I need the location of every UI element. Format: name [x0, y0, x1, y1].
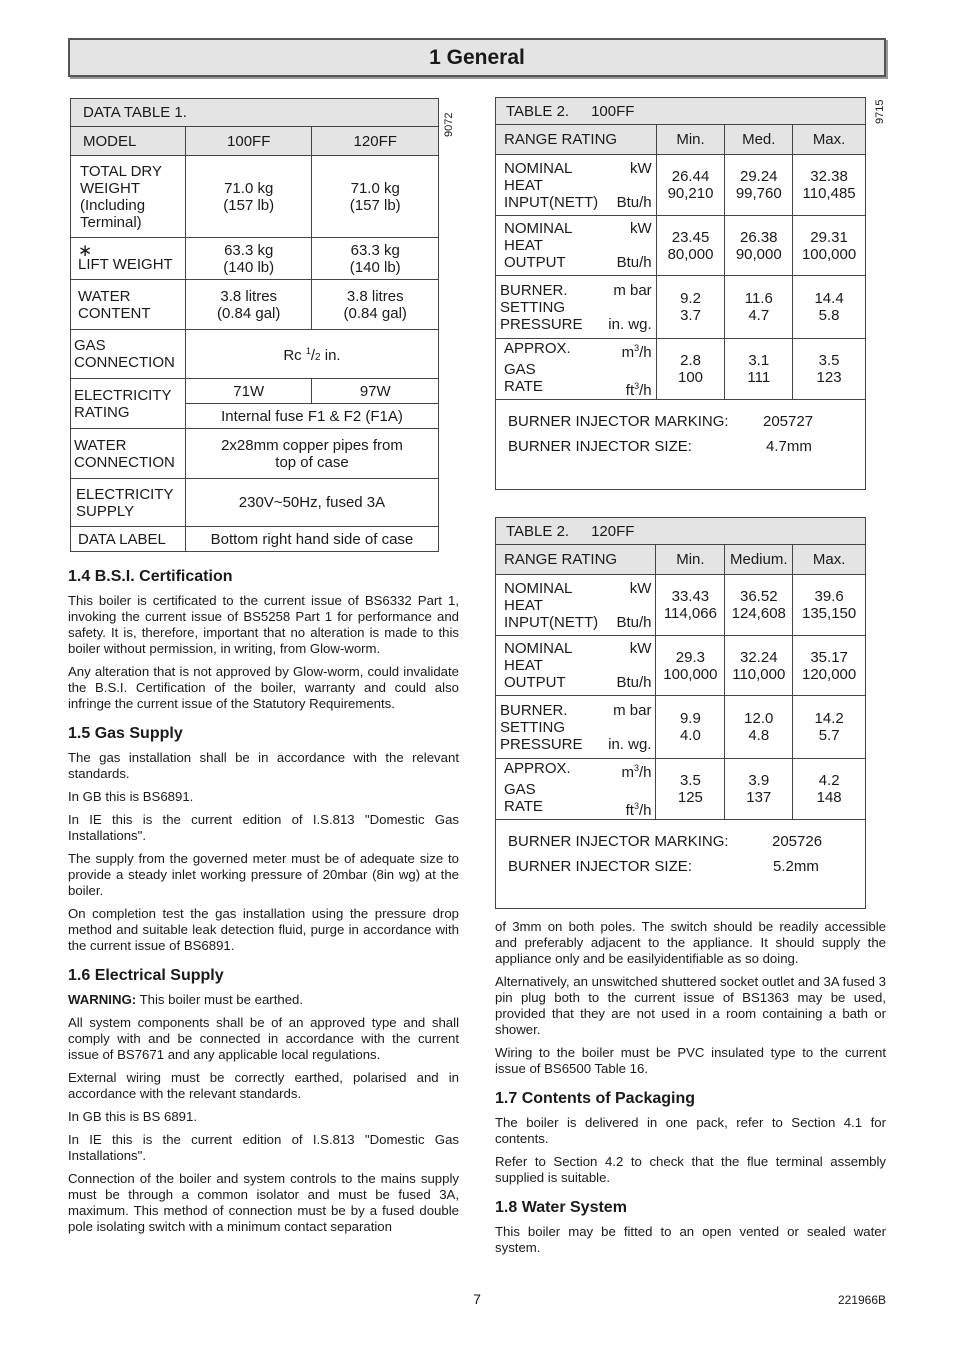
gas-rate-min: 2.8 100	[656, 339, 725, 400]
gas-rate-label: APPROX. $m^3/h$ GAS RATE $ft^3/h$	[496, 339, 657, 400]
heat-input-med: 29.24 99,760	[725, 155, 793, 216]
gas-rate-med: 3.1 111	[725, 339, 793, 400]
heat-input-label: NOMINAL kW HEAT INPUT(NETT) Btu/h	[496, 155, 657, 216]
electricity-rating-100ff: 71W	[185, 379, 312, 404]
gas-rate-max: 3.5 123	[793, 339, 866, 400]
table-2-100ff	[495, 97, 866, 490]
col-medium: Medium.	[725, 545, 793, 575]
paragraph: In GB this is BS 6891.	[68, 1109, 198, 1124]
water-connection-label: WATER CONNECTION	[71, 429, 186, 479]
paragraph: In IE this is the current edition of I.S.813 "Domestic Gas Installations".	[68, 1132, 459, 1163]
dry-weight-120ff: 71.0 kg (157 lb)	[312, 156, 439, 238]
heat-output-med: 32.24 110,000	[725, 636, 793, 696]
paragraph: On completion test the gas installation using the pressure drop method and suitable leak detection fluid, purge in accordance with the current issue of BS6891.	[68, 906, 459, 953]
dry-weight-label: TOTAL DRY WEIGHT (Including Terminal)	[71, 156, 186, 238]
paragraph: Refer to Section 4.2 to check that the flue terminal assembly supplied is suitable.	[495, 1154, 886, 1185]
range-rating-label: RANGE RATING	[496, 545, 656, 575]
heat-output-min: 29.3 100,000	[656, 636, 725, 696]
gas-rate-min: 3.5 125	[656, 759, 725, 820]
range-rating-label: RANGE RATING	[496, 125, 657, 155]
paragraph: All system components shall be of an approved type and shall comply with and be connected in accordance with the current issue of BS7671 and any applicable local regulations.	[68, 1015, 459, 1062]
electricity-rating-label: ELECTRICITY RATING	[71, 379, 186, 429]
col-min: Min.	[656, 545, 725, 575]
heat-input-med: 36.52 124,608	[725, 575, 793, 636]
paragraph: The supply from the governed meter must be of adequate size to provide a steady inlet working pressure of 20mbar (8in wg) at the boiler.	[68, 851, 459, 898]
data-label-label: DATA LABEL	[71, 527, 186, 552]
document-code: 221966B	[837, 1293, 886, 1307]
burner-pressure-min: 9.2 3.7	[656, 276, 725, 339]
lift-weight-100ff: 63.3 kg (140 lb)	[185, 238, 312, 280]
paragraph: of 3mm on both poles. The switch should be readily accessible and preferably adjacent to the appliance. It should supply the appliance only and be easilyidentifiable as so doing.	[495, 919, 886, 966]
gas-connection-value: Rc $^1$/2 in.	[185, 330, 438, 379]
water-content-100ff: 3.8 litres (0.84 gal)	[185, 280, 312, 330]
model-120ff: 120FF	[312, 127, 439, 156]
electricity-supply-label: ELECTRICITY SUPPLY	[71, 479, 186, 527]
dry-weight-100ff: 71.0 kg (157 lb)	[185, 156, 312, 238]
table-title: TABLE 2. 120FF	[496, 518, 866, 545]
paragraph: In IE this is the current edition of I.S.813 "Domestic Gas Installations".	[68, 812, 459, 843]
heat-output-label: NOMINAL kW HEAT OUTPUT Btu/h	[496, 216, 657, 276]
gas-rate-med: 3.9 137	[725, 759, 793, 820]
table-title: DATA TABLE 1.	[71, 99, 439, 127]
gas-connection-label: GAS CONNECTION	[71, 330, 186, 379]
injector-info: BURNER INJECTOR MARKING: 205727 BURNER INJECTOR SIZE: 4.7mm	[496, 400, 866, 490]
table1-code: 9072	[443, 112, 455, 137]
section-1-8-heading: 1.8 Water System	[495, 1199, 627, 1216]
lift-weight-label: ∗ LIFT WEIGHT	[71, 238, 186, 280]
table2-code: 9715	[874, 99, 886, 124]
paragraph: This boiler may be fitted to an open vented or sealed water system.	[495, 1224, 886, 1255]
heat-output-med: 26.38 90,000	[725, 216, 793, 276]
heat-input-min: 26.44 90,210	[656, 155, 725, 216]
paragraph: Wiring to the boiler must be PVC insulated type to the current issue of BS6500 Table 16.	[495, 1045, 886, 1076]
burner-pressure-label: BURNER. m bar SETTING PRESSURE in. wg.	[496, 696, 656, 759]
gas-rate-label: APPROX. $m^3/h$ GAS RATE $ft^3/h$	[496, 759, 656, 820]
paragraph: External wiring must be correctly earthed, polarised and in accordance with the relevant standards.	[68, 1070, 459, 1101]
section-header	[68, 38, 886, 77]
col-max: Max.	[793, 125, 866, 155]
warning-paragraph: WARNING: This boiler must be earthed.	[68, 992, 304, 1007]
paragraph: The boiler is delivered in one pack, refer to Section 4.1 for contents.	[495, 1115, 886, 1146]
burner-pressure-med: 11.6 4.7	[725, 276, 793, 339]
paragraph: Connection of the boiler and system controls to the mains supply must be through a common isolator and must be fused 3A, maximum. This method of connection must be by a fused double pole isolating switch with a minimum contact separation	[68, 1171, 459, 1234]
paragraph: Alternatively, an unswitched shuttered socket outlet and 3A fused 3 pin plug both to the current issue of BS1363 may be used, provided that they are not used in a room containing a bath or shower.	[495, 974, 886, 1037]
heat-input-max: 32.38 110,485	[793, 155, 866, 216]
section-1-6-heading: 1.6 Electrical Supply	[68, 967, 224, 984]
burner-pressure-med: 12.0 4.8	[725, 696, 793, 759]
burner-pressure-label: BURNER. m bar SETTING PRESSURE in. wg.	[496, 276, 657, 339]
lift-weight-120ff: 63.3 kg (140 lb)	[312, 238, 439, 280]
heat-output-min: 23.45 80,000	[656, 216, 725, 276]
section-1-5-heading: 1.5 Gas Supply	[68, 725, 183, 742]
heat-input-max: 39.6 135,150	[793, 575, 866, 636]
page-title: 1 General	[429, 46, 525, 69]
paragraph: Any alteration that is not approved by Glow-worm, could invalidate the B.S.I. Certification of the boiler, warranty and could also infringe the current issue of the Statutory Requirements.	[68, 664, 459, 711]
heat-input-min: 33.43 114,066	[656, 575, 725, 636]
lift-weight-star: ∗	[78, 240, 93, 260]
water-content-120ff: 3.8 litres (0.84 gal)	[312, 280, 439, 330]
section-1-4-heading: 1.4 B.S.I. Certification	[68, 568, 233, 585]
heat-output-max: 29.31 100,000	[793, 216, 866, 276]
section-1-7-heading: 1.7 Contents of Packaging	[495, 1090, 696, 1107]
model-100ff: 100FF	[185, 127, 312, 156]
heat-output-label: NOMINAL kW HEAT OUTPUT Btu/h	[496, 636, 656, 696]
model-label: MODEL	[71, 127, 186, 156]
left-column	[68, 567, 459, 1242]
paragraph: In GB this is BS6891.	[68, 789, 194, 804]
electricity-rating-120ff: 97W	[312, 379, 439, 404]
col-min: Min.	[656, 125, 725, 155]
data-table-1	[70, 98, 439, 552]
table-title: TABLE 2. 100FF	[496, 98, 866, 125]
internal-fuse: Internal fuse F1 & F2 (F1A)	[185, 404, 438, 429]
burner-pressure-min: 9.9 4.0	[656, 696, 725, 759]
electricity-supply-value: 230V~50Hz, fused 3A	[185, 479, 438, 527]
water-content-label: WATER CONTENT	[71, 280, 186, 330]
col-med: Med.	[725, 125, 793, 155]
right-column	[495, 919, 886, 1263]
data-label-value: Bottom right hand side of case	[185, 527, 438, 552]
burner-pressure-max: 14.4 5.8	[793, 276, 866, 339]
table-2-120ff	[495, 517, 866, 909]
burner-pressure-max: 14.2 5.7	[793, 696, 866, 759]
page-number: 7	[473, 1291, 481, 1307]
gas-rate-max: 4.2 148	[793, 759, 866, 820]
heat-input-label: NOMINAL kW HEAT INPUT(NETT) Btu/h	[496, 575, 656, 636]
paragraph: The gas installation shall be in accordance with the relevant standards.	[68, 750, 459, 781]
heat-output-max: 35.17 120,000	[793, 636, 866, 696]
col-max: Max.	[793, 545, 866, 575]
paragraph: This boiler is certificated to the current issue of BS6332 Part 1, invoking the current issue of BS5258 Part 1 for performance and safety. It is, therefore, important that no alteration is made to this boiler without permission, in writing, from Glow-worm.	[68, 593, 459, 656]
water-connection-value: 2x28mm copper pipes from top of case	[185, 429, 438, 479]
injector-info: BURNER INJECTOR MARKING: 205726 BURNER INJECTOR SIZE: 5.2mm	[496, 820, 866, 909]
